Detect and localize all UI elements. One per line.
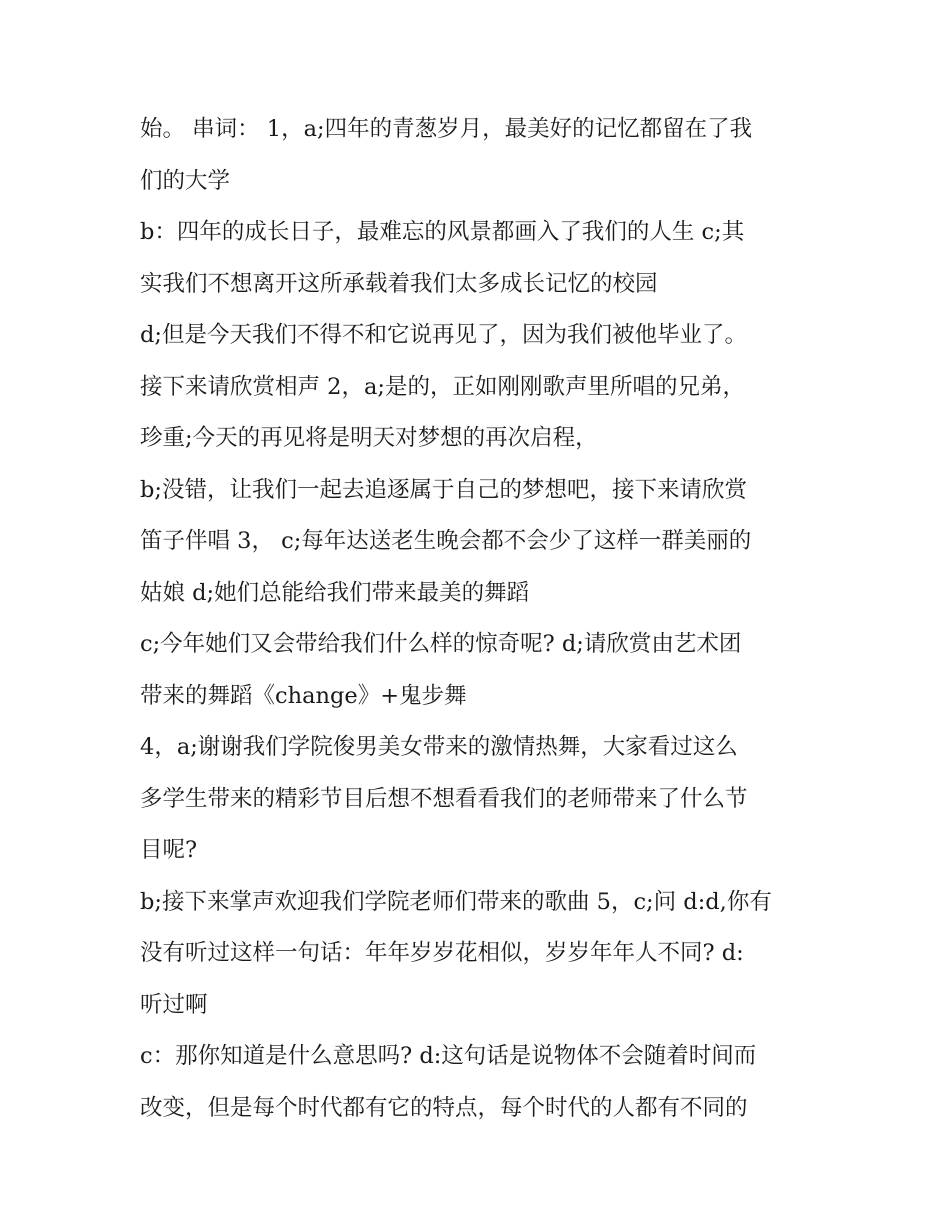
text-line: 带来的舞蹈《change》+鬼步舞 xyxy=(140,682,467,709)
text-line: 姑娘 d;她们总能给我们带来最美的舞蹈 xyxy=(140,579,530,606)
text-line: 珍重;今天的再见将是明天对梦想的再次启程， xyxy=(140,425,598,451)
text-line: c：那你知道是什么意思吗? d:这句话是说物体不会随着时间而 xyxy=(140,1043,757,1069)
text-line: 目呢? xyxy=(140,837,198,863)
text-line: 实我们不想离开这所承载着我们太多成长记忆的校园 xyxy=(140,270,658,297)
text-line: b;接下来掌声欢迎我们学院老师们带来的歌曲 5，c;问 d:d,你有 xyxy=(140,888,772,915)
text-line: d;但是今天我们不得不和它说再见了，因为我们被他毕业了。 xyxy=(140,322,747,348)
text-line: 听过啊 xyxy=(140,991,208,1018)
text-line: c;今年她们又会带给我们什么样的惊奇呢? d;请欣赏由艺术团 xyxy=(140,631,742,657)
text-line: 笛子伴唱 3， c;每年达送老生晚会都不会少了这样一群美丽的 xyxy=(140,528,752,554)
text-line: 们的大学 xyxy=(140,167,231,194)
text-line: 没有听过这样一句话：年年岁岁花相似，岁岁年年人不同? d: xyxy=(140,940,744,966)
text-line: 4，a;谢谢我们学院俊男美女带来的激情热舞，大家看过这么 xyxy=(140,734,738,760)
text-line: 始。 串词： 1，a;四年的青葱岁月，最美好的记忆都留在了我 xyxy=(140,116,753,142)
text-line: 改变，但是每个时代都有它的特点，每个时代的人都有不同的 xyxy=(140,1094,748,1121)
document-body xyxy=(140,104,820,1134)
text-line: b;没错，让我们一起去追逐属于自己的梦想吧，接下来请欣赏 xyxy=(140,476,747,503)
text-line: b：四年的成长日子，最难忘的风景都画入了我们的人生 c;其 xyxy=(140,219,745,245)
text-line: 接下来请欣赏相声 2，a;是的，正如刚刚歌声里所唱的兄弟， xyxy=(140,373,745,400)
text-line: 多学生带来的精彩节目后想不想看看我们的老师带来了什么节 xyxy=(140,785,748,812)
